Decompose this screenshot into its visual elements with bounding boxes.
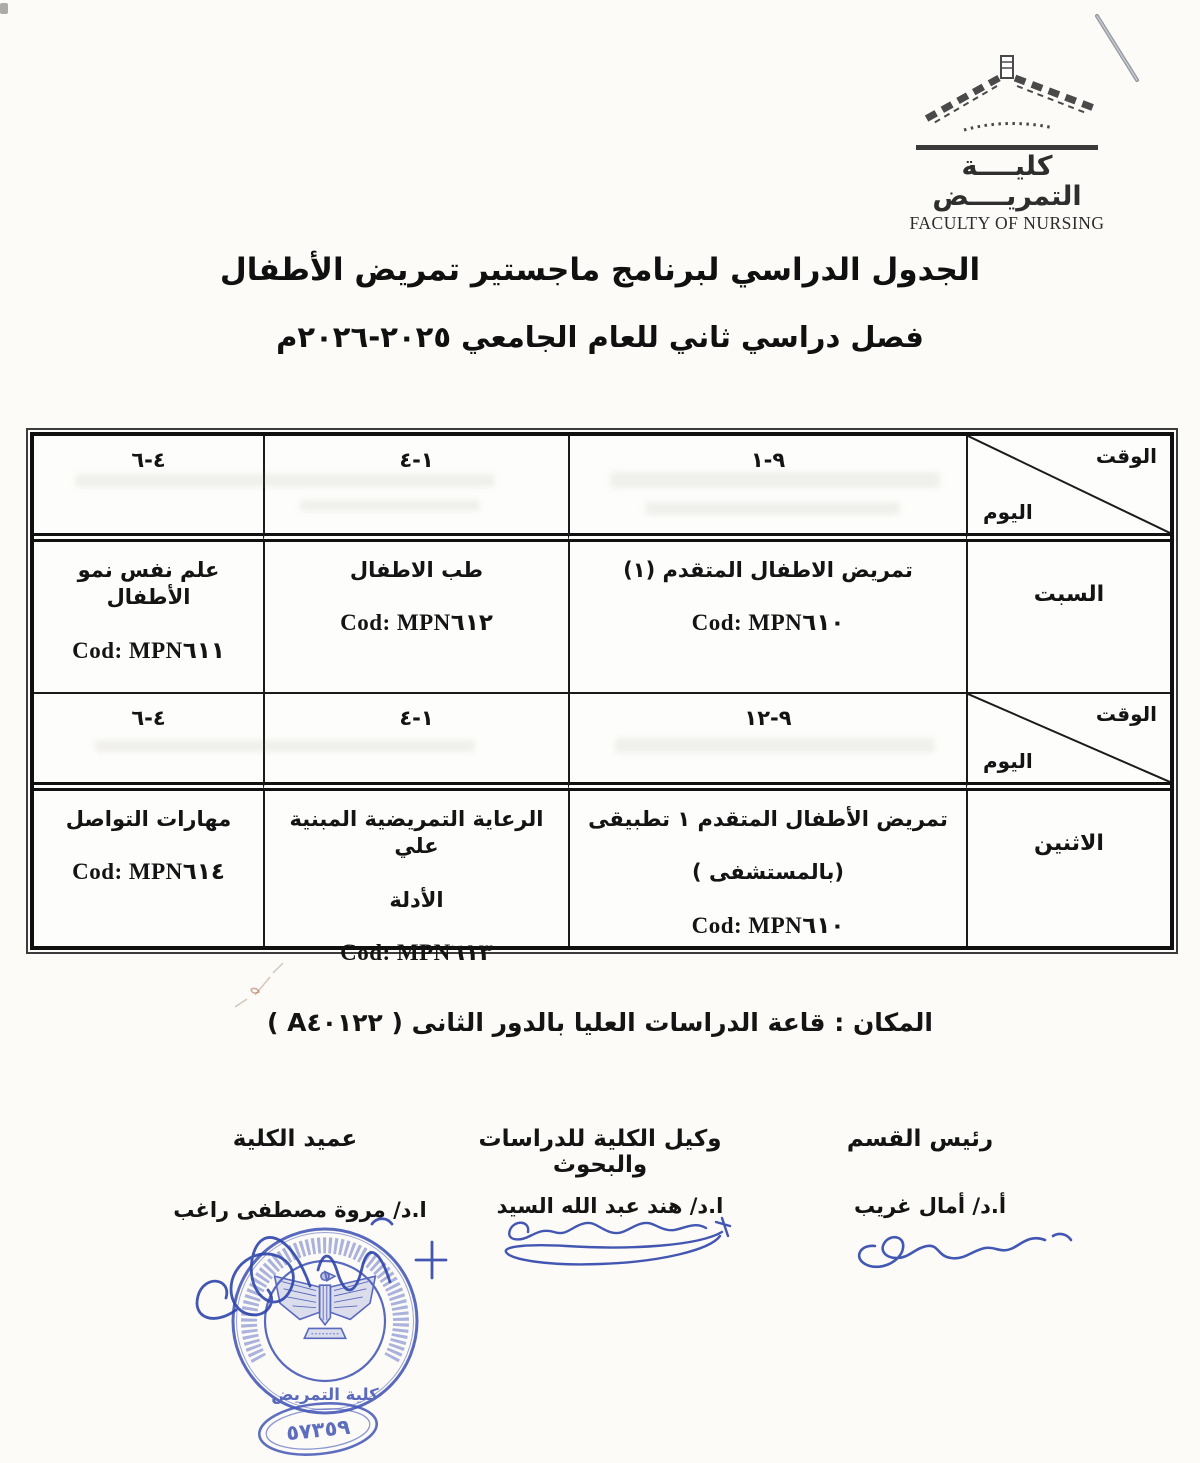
- signature-title-dean: عميد الكلية: [232, 1126, 358, 1152]
- signature-name-dept-head: أ.د/ أمال غريب: [853, 1194, 1007, 1218]
- corner-cell-time-day: [966, 436, 1170, 542]
- signature-ink-vice-dean: [470, 1206, 765, 1278]
- course-cell: [568, 542, 966, 694]
- signature-ink-dept-head: [845, 1214, 1080, 1289]
- signature-title-dept-head: رئيس القسم: [846, 1126, 994, 1152]
- course-name-line2: (بالمستشفى ): [692, 860, 844, 885]
- logo-pyramid-icon: [902, 46, 1112, 138]
- scan-ghosting: [300, 500, 480, 511]
- schedule-table: [26, 428, 1178, 965]
- document-subtitle: فصل دراسي ثاني للعام الجامعي ٢٠٢٥-٢٠٢٦م: [276, 320, 924, 354]
- logo-english-name: FACULTY OF NURSING: [909, 213, 1105, 234]
- document-title: الجدول الدراسي لبرنامج ماجستير تمريض الأطفال: [219, 252, 981, 288]
- signature-name-dean: ا.د/ مروة مصطفى راغب: [173, 1198, 427, 1222]
- course-code: Cod: MPN٦١٣: [340, 939, 493, 965]
- course-name: تمريض الأطفال المتقدم ١ تطبيقى: [588, 807, 948, 831]
- time-slot-mon-2: ١-٤: [263, 694, 568, 791]
- course-code: Cod: MPN٦١١: [72, 637, 225, 663]
- scan-ghosting: [95, 740, 475, 752]
- logo-divider: [916, 145, 1098, 150]
- scan-ghosting: [610, 472, 940, 488]
- course-name-line2: الأدلة: [389, 887, 444, 912]
- time-slot-sat-3: ٤-٦: [34, 436, 263, 542]
- course-name: تمريض الاطفال المتقدم (١): [623, 558, 913, 582]
- logo-arabic-name: كليــــة التمريــــض: [932, 151, 1082, 212]
- time-slot-mon-1: ٩-١٢: [568, 694, 966, 791]
- course-code: Cod: MPN٦١٤: [72, 859, 225, 885]
- course-cell: [568, 791, 966, 946]
- scan-ghosting: [615, 738, 935, 753]
- day-cell-saturday: السبت: [966, 542, 1170, 694]
- scan-speck: [0, 3, 8, 14]
- signature-title-vice-dean: وكيل الكلية للدراسات والبحوث: [478, 1126, 722, 1178]
- time-header-label: الوقت: [1095, 702, 1157, 726]
- course-cell: [34, 542, 263, 694]
- day-header-label: اليوم: [983, 500, 1033, 524]
- course-code: Cod: MPN٦١٠: [691, 610, 845, 636]
- course-cell: [263, 791, 568, 965]
- course-cell: [263, 542, 568, 694]
- scan-ghosting: [645, 502, 900, 515]
- day-cell-monday: الاثنين: [966, 791, 1170, 946]
- course-name: الرعاية التمريضية المبنية علي: [289, 807, 544, 859]
- course-code: Cod: MPN٦١٠: [691, 912, 845, 938]
- time-slot-sat-1: ٩-١: [568, 436, 966, 542]
- stamp-number: ٥٧٣٥٩: [284, 1414, 352, 1446]
- scan-ghosting: [75, 474, 495, 487]
- course-name: علم نفس نمو الأطفال: [77, 558, 220, 610]
- time-header-label: الوقت: [1095, 444, 1157, 468]
- day-header-label: اليوم: [983, 749, 1033, 773]
- course-name: مهارات التواصل: [65, 807, 232, 831]
- time-slot-sat-2: ١-٤: [263, 436, 568, 542]
- course-code: Cod: MPN٦١٢: [340, 610, 493, 636]
- time-slot-mon-3: ٤-٦: [34, 694, 263, 791]
- course-name: طب الاطفال: [349, 558, 484, 582]
- location-line: المكان : قاعة الدراسات العليا بالدور الثانى ( A٤٠١٢٢ ): [267, 1008, 933, 1037]
- signature-ink-dean: [140, 1190, 460, 1340]
- corner-cell-time-day: [966, 694, 1170, 791]
- faculty-logo: [893, 46, 1121, 234]
- signature-name-vice-dean: ا.د/ هند عبد الله السيد: [496, 1194, 724, 1218]
- stamp-text: كلية التمريض: [271, 1385, 379, 1404]
- course-cell: [34, 791, 263, 946]
